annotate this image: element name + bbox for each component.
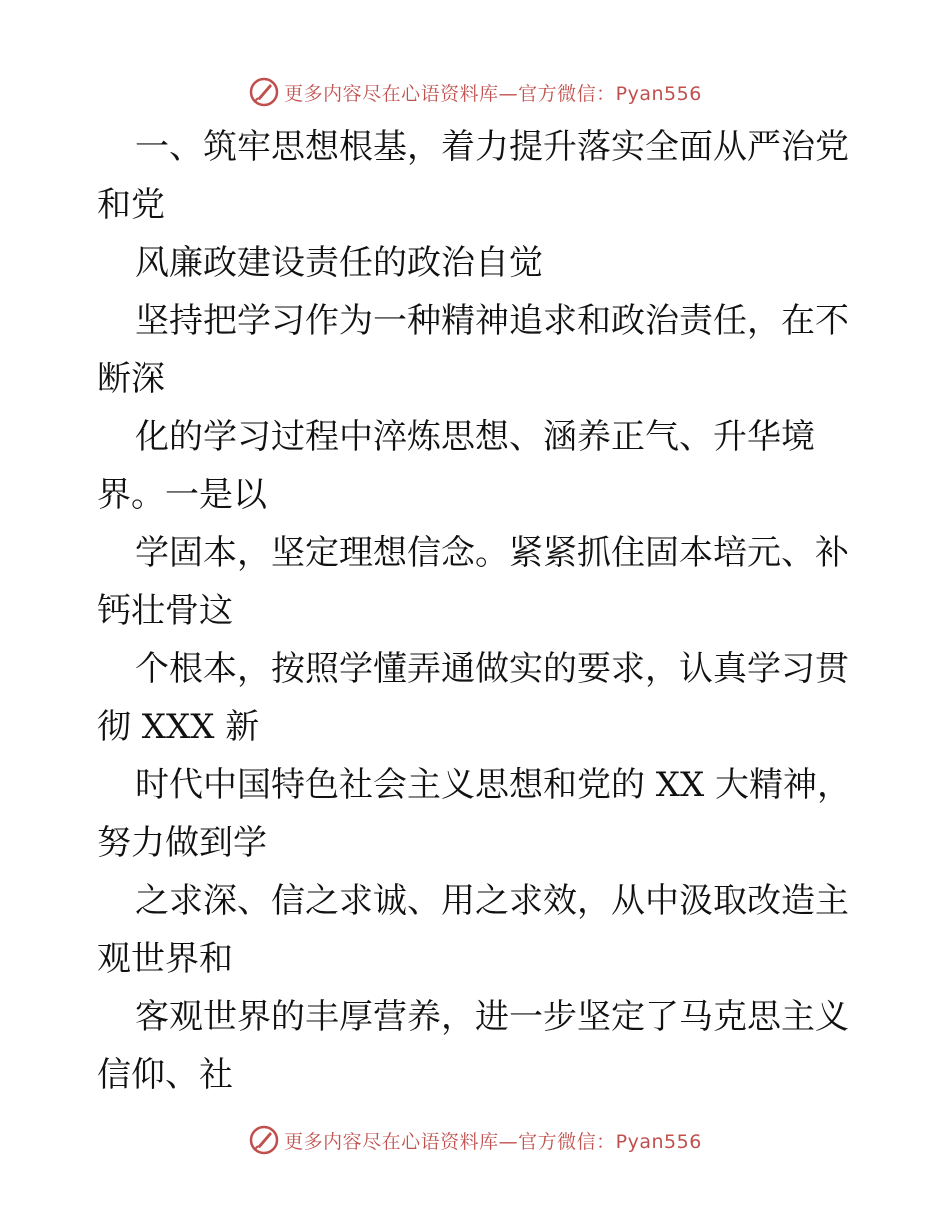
text-line: 信仰、社	[97, 1055, 233, 1095]
text-line: 观世界和	[97, 939, 233, 979]
text-line: 之求深、信之求诚、用之求效，从中汲取改造主	[135, 881, 849, 921]
text-line: 断深	[97, 359, 165, 399]
text-line: 和党	[97, 185, 165, 225]
text-line: 彻 XXX 新	[97, 707, 260, 747]
footer-banner	[0, 1120, 950, 1160]
text-line: 努力做到学	[97, 823, 267, 863]
text-line: 钙壮骨这	[97, 591, 233, 631]
footer-banner-text: 更多内容尽在心语资料库—官方微信：Pyan556	[284, 1130, 702, 1153]
text-line: 风廉政建设责任的政治自觉	[135, 243, 543, 283]
header-banner-text: 更多内容尽在心语资料库—官方微信：Pyan556	[284, 82, 702, 105]
feather-pen-logo-icon	[248, 1124, 280, 1156]
text-line: 客观世界的丰厚营养，进一步坚定了马克思主义	[135, 997, 849, 1037]
document-body	[97, 118, 857, 1104]
text-line: 界。一是以	[97, 475, 267, 515]
text-line: 学固本，坚定理想信念。紧紧抓住固本培元、补	[135, 533, 849, 573]
text-line: 时代中国特色社会主义思想和党的 XX 大精神，	[135, 765, 852, 805]
header-banner	[0, 72, 950, 112]
text-line: 化的学习过程中淬炼思想、涵养正气、升华境	[135, 417, 815, 457]
text-line: 一、筑牢思想根基，着力提升落实全面从严治党	[135, 127, 849, 167]
text-line: 坚持把学习作为一种精神追求和政治责任，在不	[135, 301, 849, 341]
feather-pen-logo-icon	[248, 76, 280, 108]
text-line: 个根本，按照学懂弄通做实的要求，认真学习贯	[135, 649, 849, 689]
